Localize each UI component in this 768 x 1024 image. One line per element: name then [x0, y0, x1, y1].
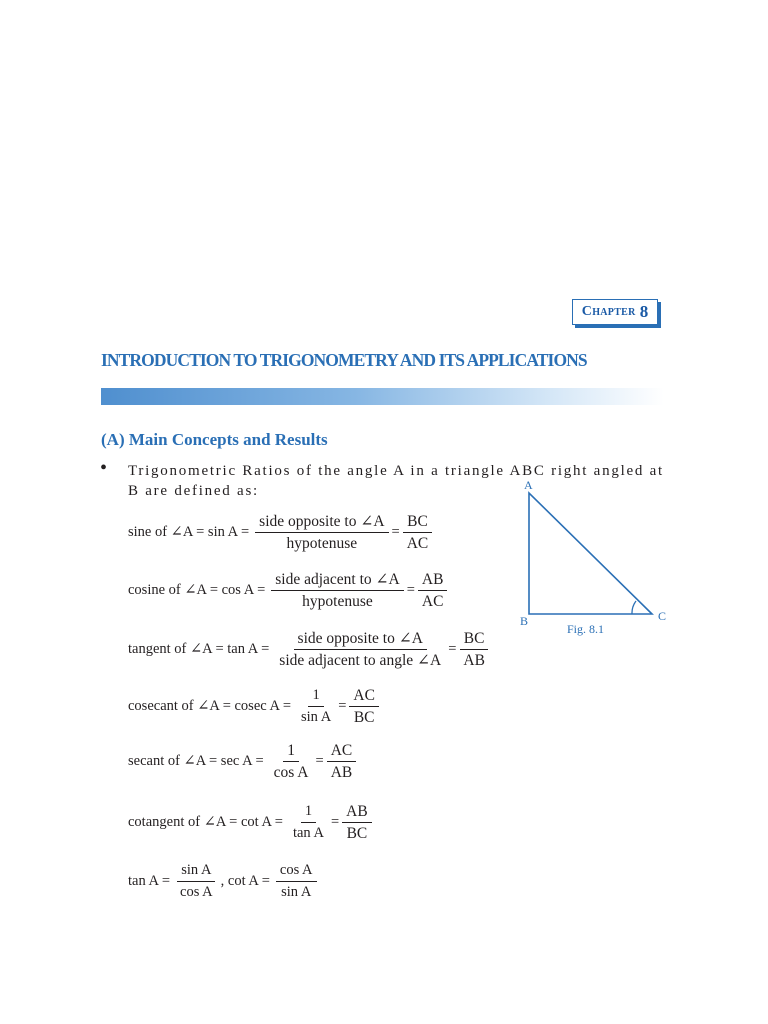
numerator: AB	[418, 570, 448, 591]
fraction	[271, 570, 403, 611]
fraction	[342, 802, 372, 843]
denominator: BC	[353, 709, 375, 726]
formula-lhs: tan A =	[128, 873, 171, 889]
fraction	[327, 741, 357, 782]
equals-sign: =	[391, 524, 400, 540]
numerator: cos A	[276, 861, 317, 882]
fraction	[176, 861, 217, 902]
numerator: side opposite to ∠A	[294, 629, 427, 650]
denominator: AC	[406, 535, 429, 552]
numerator: side adjacent to ∠A	[271, 570, 403, 591]
fraction	[349, 686, 379, 727]
equals-sign: =	[406, 582, 415, 598]
vertex-b-label: B	[520, 614, 529, 628]
numerator: AC	[327, 741, 357, 762]
formula-lhs: cosecant of ∠A = cosec A =	[128, 698, 291, 714]
denominator: sin A	[281, 884, 312, 900]
denominator: side adjacent to angle ∠A	[279, 652, 442, 669]
formula-cotangent	[128, 802, 374, 843]
formula-tangent	[128, 629, 491, 670]
numerator: 1	[301, 802, 316, 823]
equals-sign: =	[338, 698, 347, 714]
formula-lhs: tangent of ∠A = tan A =	[128, 641, 270, 657]
triangle-abc	[529, 493, 652, 614]
numerator: AC	[349, 686, 379, 707]
equals-sign: =	[448, 641, 457, 657]
vertex-c-label: C	[658, 609, 667, 623]
figure-triangle	[512, 476, 672, 646]
denominator: sin A	[301, 709, 332, 725]
fraction	[459, 629, 489, 670]
formula-lhs: cosine of ∠A = cos A =	[128, 582, 266, 598]
numerator: BC	[403, 512, 432, 533]
chapter-badge	[572, 299, 658, 325]
denominator: tan A	[292, 825, 324, 841]
chapter-word: Chapter	[581, 304, 636, 319]
section-heading: (A) Main Concepts and Results	[101, 430, 328, 449]
denominator: cos A	[273, 764, 309, 781]
numerator: AB	[342, 802, 372, 823]
formula-secant	[128, 741, 358, 782]
fraction	[418, 570, 448, 611]
fraction	[276, 861, 317, 902]
quotient-separator: , cot A =	[220, 873, 270, 889]
denominator: BC	[346, 825, 368, 842]
title-gradient-bar	[101, 388, 664, 405]
numerator: BC	[460, 629, 489, 650]
denominator: cos A	[180, 884, 213, 900]
fraction	[255, 512, 388, 553]
formula-cosecant	[128, 686, 381, 727]
formula-quotient	[128, 861, 319, 902]
numerator: 1	[308, 686, 323, 707]
formula-lhs: cotangent of ∠A = cot A =	[128, 814, 283, 830]
numerator: sin A	[177, 861, 215, 882]
equals-sign: =	[315, 753, 324, 769]
formula-cosine	[128, 570, 449, 611]
figure-caption: Fig. 8.1	[567, 622, 605, 636]
fraction	[275, 629, 445, 670]
formula-lhs: sine of ∠A = sin A =	[128, 524, 250, 540]
vertex-a-label: A	[524, 478, 533, 492]
numerator: side opposite to ∠A	[255, 512, 388, 533]
angle-c-arc	[632, 601, 636, 614]
denominator: AC	[421, 593, 444, 610]
intro-text: Trigonometric Ratios of the angle A in a triangle ABC right angled at B are defined as:	[128, 463, 664, 499]
chapter-number: 8	[639, 302, 649, 321]
fraction	[403, 512, 433, 553]
fraction	[289, 802, 328, 843]
denominator: AB	[463, 652, 485, 669]
denominator: AB	[330, 764, 353, 781]
fraction	[297, 686, 335, 727]
fraction	[270, 741, 313, 782]
denominator: hypotenuse	[302, 593, 373, 610]
formula-sine	[128, 512, 434, 553]
chapter-title: INTRODUCTION TO TRIGONOMETRY AND ITS APPLICATIONS	[101, 350, 587, 370]
triangle-diagram	[512, 476, 672, 646]
formula-lhs: secant of ∠A = sec A =	[128, 753, 264, 769]
numerator: 1	[283, 741, 299, 762]
bullet-icon: •	[100, 457, 108, 479]
equals-sign: =	[330, 814, 340, 830]
denominator: hypotenuse	[286, 535, 358, 552]
